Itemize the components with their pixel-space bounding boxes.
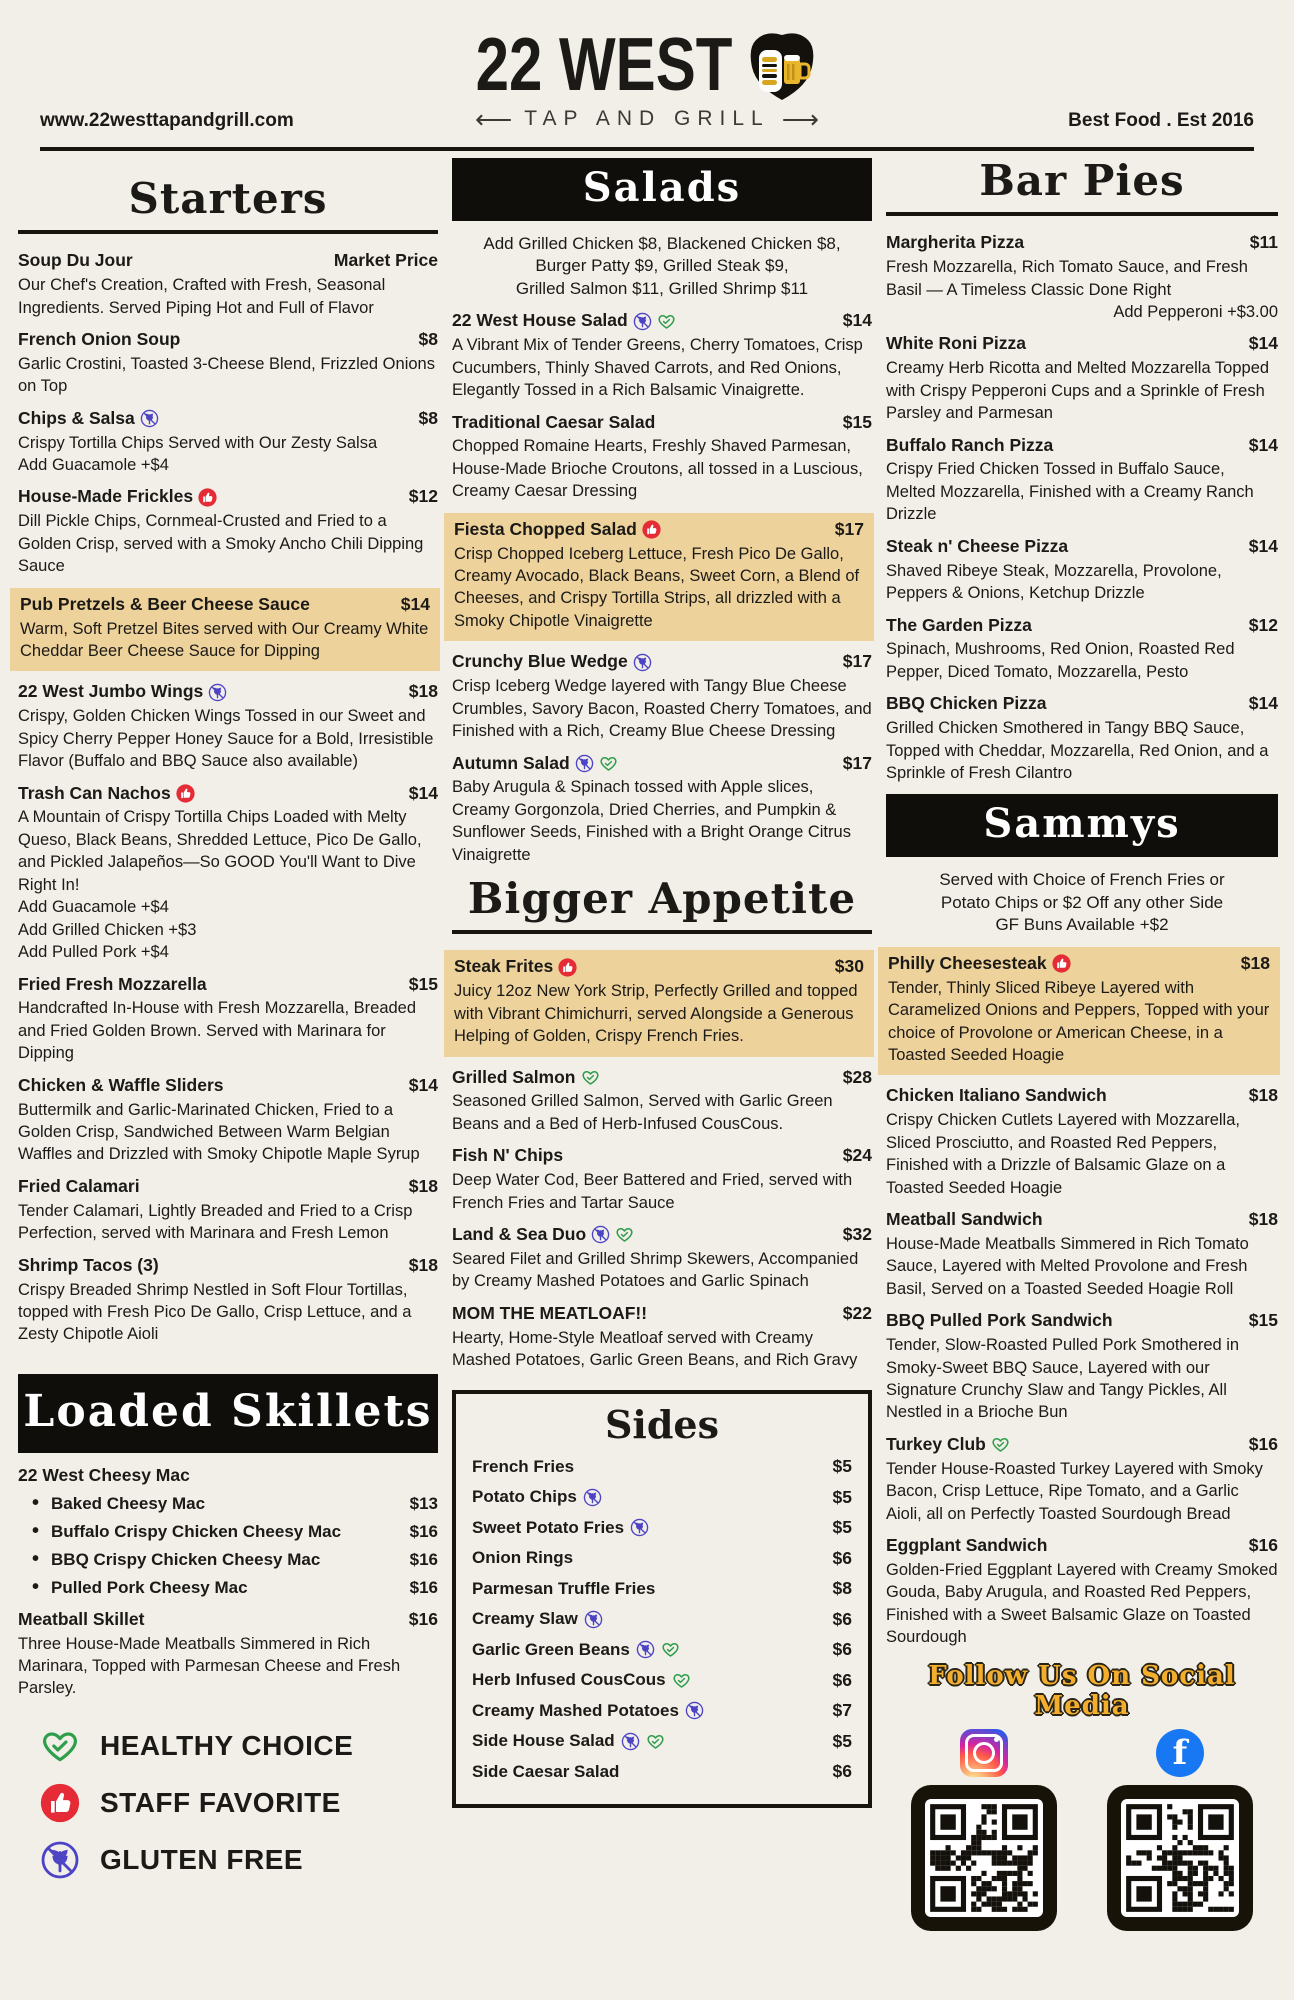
side-row [472, 1517, 852, 1538]
side-name: Onion Rings [472, 1548, 574, 1567]
qr-code [1121, 1799, 1239, 1917]
item-name: Land & Sea Duo [452, 1224, 634, 1246]
column-middle [452, 158, 872, 1814]
tagline: Best Food . Est 2016 [1068, 110, 1254, 131]
item-variants [32, 1492, 438, 1599]
menu-item [452, 1067, 872, 1136]
social-media-section [886, 1661, 1278, 1931]
item-description: Crispy, Golden Chicken Wings Tossed in our Sweet and Spicy Cherry Pepper Honey Sauce for a Bold, Irresistible Flavor (Buffalo and BBQ Sauce also available) [18, 707, 434, 771]
menu-item [10, 588, 440, 672]
item-name: Crunchy Blue Wedge [452, 651, 652, 673]
item-description: Tender House-Roasted Turkey Layered with Smoky Bacon, Crisp Lettuce, Ripe Tomato, and a Garlic Aioli, all on Perfectly Toasted Sourdough Bread [886, 1459, 1263, 1523]
item-description: Tender, Slow-Roasted Pulled Pork Smothered in Smoky-Sweet BBQ Sauce, Layered with our Signature Crunchy Slaw and Tangy Pickles, All Nestled in a Brioche Bun [886, 1336, 1240, 1422]
item-price: $30 [834, 956, 864, 977]
legend-row [40, 1783, 438, 1823]
item-price: $32 [842, 1224, 872, 1244]
item-description: Tender Calamari, Lightly Breaded and Fried to a Crisp Perfection, served with Marinara and Fresh Lemon [18, 1201, 413, 1243]
side-row [472, 1731, 852, 1752]
section-underline [452, 930, 872, 934]
item-description: Three House-Made Meatballs Simmered in Rich Marinara, Topped with Parmesan Cheese and Fresh Parsley. [18, 1634, 401, 1698]
healthy-choice-icon [672, 1671, 691, 1690]
item-description: Seasoned Grilled Salmon, Served with Garlic Green Beans and a Bed of Herb-Infused CousCous. [452, 1092, 833, 1133]
staff-favorite-icon [176, 784, 195, 803]
menu-item [18, 329, 438, 398]
instagram-block [911, 1729, 1057, 1931]
side-name: Side House Salad [472, 1731, 615, 1750]
item-price: $16 [1248, 1535, 1278, 1555]
item-name: BBQ Chicken Pizza [886, 693, 1047, 714]
side-row [472, 1639, 852, 1660]
item-price: $17 [842, 752, 872, 773]
side-row [472, 1548, 852, 1569]
item-name: Steak Frites [454, 956, 577, 978]
item-name: 22 West Cheesy Mac [18, 1464, 190, 1485]
gluten-free-icon [591, 1225, 610, 1244]
gluten-free-icon [140, 409, 159, 428]
healthy-choice-icon [646, 1732, 665, 1751]
item-name: BBQ Pulled Pork Sandwich [886, 1310, 1113, 1331]
section-bigger_appetite [452, 876, 872, 1371]
variant-label: • Baked Cheesy Mac [51, 1493, 206, 1513]
staff-favorite-icon [642, 520, 661, 539]
gluten-free-icon [621, 1732, 640, 1751]
section-bar_pies [886, 158, 1278, 784]
item-description: Deep Water Cod, Beer Battered and Fried, served with French Fries and Tartar Sauce [452, 1171, 853, 1212]
item-description: Garlic Crostini, Toasted 3-Cheese Blend, Frizzled Onions on Top [18, 354, 435, 396]
item-name: Pub Pretzels & Beer Cheese Sauce [20, 593, 310, 614]
item-price: $22 [842, 1302, 872, 1323]
item-price: $12 [1248, 614, 1278, 635]
gluten-free-icon [584, 1610, 603, 1629]
item-price: $12 [408, 486, 438, 507]
facebook-qr [1107, 1785, 1253, 1931]
facebook-block [1107, 1729, 1253, 1931]
item-description: Chopped Romaine Hearts, Freshly Shaved Parmesan, House-Made Brioche Croutons, all tossed in a Luscious, Creamy Caesar Dressing [452, 437, 863, 501]
item-name: Eggplant Sandwich [886, 1535, 1048, 1555]
item-description: Dill Pickle Chips, Cornmeal-Crusted and Fried to a Golden Crisp, served with a Smoky Ancho Chili Dipping Sauce [18, 512, 424, 576]
instagram-qr [911, 1785, 1057, 1931]
staff-favorite-icon [40, 1783, 80, 1823]
staff-favorite-icon [1052, 954, 1071, 973]
shield-beer-burger-icon [746, 24, 818, 104]
variant-label: • BBQ Crispy Chicken Cheesy Mac [51, 1549, 321, 1569]
item-name: Philly Cheesesteak [888, 953, 1071, 975]
menu-item [452, 1224, 872, 1293]
item-name: White Roni Pizza [886, 333, 1026, 354]
item-name: Steak n' Cheese Pizza [886, 535, 1069, 556]
item-description: Crispy Tortilla Chips Served with Our Zesty Salsa [18, 433, 378, 452]
healthy-choice-icon [615, 1225, 634, 1244]
item-price: $11 [1249, 232, 1278, 253]
menu-item [886, 615, 1278, 684]
variant-label: • Buffalo Crispy Chicken Cheesy Mac [51, 1521, 342, 1541]
item-price: $14 [408, 1074, 438, 1095]
item-description: Spinach, Mushrooms, Red Onion, Roasted Red Pepper, Diced Tomato, Mozzarella, Pesto [886, 640, 1235, 681]
item-description: Hearty, Home-Style Meatloaf served with Creamy Mashed Potatoes, Garlic Green Beans, and Rich Gravy [452, 1328, 858, 1370]
menu-item [18, 1609, 438, 1700]
side-price: $7 [832, 1700, 852, 1720]
side-name: Potato Chips [472, 1487, 577, 1506]
menu-item [886, 232, 1278, 323]
item-description: Crispy Fried Chicken Tossed in Buffalo Sauce, Melted Mozzarella, Finished with a Creamy Ranch Drizzle [886, 460, 1254, 524]
item-price: $14 [408, 782, 438, 803]
item-description: Buttermilk and Garlic-Marinated Chicken, Fried to a Golden Crisp, Sandwiched Between Warm Belgian Waffles and Drizzled with Smoky Chipotle Maple Syrup [18, 1100, 420, 1164]
legend [40, 1726, 438, 1880]
item-name: Margherita Pizza [886, 232, 1025, 253]
gluten-free-icon [685, 1701, 704, 1720]
item-price: $15 [408, 973, 438, 994]
qr-code [925, 1799, 1043, 1917]
item-addon: Add Guacamole +$4 [18, 456, 169, 474]
side-name: Creamy Slaw [472, 1609, 578, 1628]
item-price: $8 [418, 407, 438, 428]
item-name: 22 West House Salad [452, 310, 676, 332]
item-name: Meatball Skillet [18, 1608, 145, 1629]
item-price: $17 [842, 651, 872, 672]
menu-item [886, 1209, 1278, 1300]
item-description: A Mountain of Crispy Tortilla Chips Loaded with Melty Queso, Black Beans, Shredded Lettuce, Pico De Gallo, and Pickled Jalapeños—So GOOD You'll Want to Dive Right In! [18, 808, 422, 894]
item-price: $8 [418, 328, 438, 349]
side-price: $5 [832, 1730, 852, 1751]
legend-label: HEALTHY CHOICE [100, 1729, 354, 1761]
side-row [472, 1670, 852, 1691]
healthy-choice-icon [40, 1726, 80, 1766]
item-addon: Add Pulled Pork +$4 [18, 943, 169, 962]
section-starters [18, 176, 438, 1346]
item-description: Shaved Ribeye Steak, Mozzarella, Provolone, Peppers & Onions, Ketchup Drizzle [886, 561, 1222, 603]
item-price: $14 [1248, 535, 1278, 556]
menu-item [18, 1465, 438, 1599]
item-name: MOM THE MEATLOAF!! [452, 1302, 648, 1323]
item-description: Creamy Herb Ricotta and Melted Mozzarella Topped with Crispy Pepperoni Cups and a Sprinkle of Fresh Parsley and Parmesan [886, 359, 1270, 423]
menu-item [886, 693, 1278, 784]
item-name: Traditional Caesar Salad [452, 411, 656, 432]
healthy-choice-icon [581, 1068, 600, 1087]
side-price: $6 [832, 1608, 852, 1629]
side-price: $8 [832, 1578, 852, 1598]
item-price: $28 [842, 1066, 872, 1087]
item-description: Seared Filet and Grilled Shrimp Skewers, Accompanied by Creamy Mashed Potatoes and Garlic Spinach [452, 1249, 859, 1291]
menu-item [878, 947, 1280, 1076]
side-name: Herb Infused CousCous [472, 1670, 666, 1689]
item-price: $15 [1248, 1310, 1278, 1331]
restaurant-logo [475, 24, 819, 132]
menu-item [452, 753, 872, 867]
item-price: $24 [842, 1145, 872, 1166]
menu-item [444, 950, 874, 1056]
item-price: $18 [1240, 952, 1270, 973]
menu-item [886, 1535, 1278, 1649]
variant-row [32, 1548, 438, 1571]
side-name: French Fries [472, 1456, 575, 1476]
social-title: Follow Us On Social Media [928, 1660, 1236, 1721]
gluten-free-icon [630, 1518, 649, 1537]
item-name: Fried Fresh Mozzarella [18, 973, 207, 994]
gluten-free-icon [633, 312, 652, 331]
item-price: $16 [408, 1608, 438, 1629]
menu-item [18, 250, 438, 319]
side-row [472, 1487, 852, 1508]
item-description: Crisp Chopped Iceberg Lettuce, Fresh Pico De Gallo, Creamy Avocado, Black Beans, Sweet Corn, a Blend of Cheeses, and Crispy Tortilla Strips, all drizzled with a Smoky Chipotle Vinaigrette [454, 544, 860, 630]
menu-item [452, 412, 872, 503]
right-arrow-icon: ⟶ [781, 104, 820, 134]
item-description: Warm, Soft Pretzel Bites served with Our Creamy White Cheddar Beer Cheese Sauce for Dipping [20, 619, 429, 660]
menu-item [18, 486, 438, 577]
side-price: $6 [832, 1547, 852, 1568]
staff-favorite-icon [558, 958, 577, 977]
section-note: Served with Choice of French Fries or Potato Chips or $2 Off any other Side GF Buns Available +$2 [939, 870, 1225, 935]
item-name: Grilled Salmon [452, 1067, 600, 1089]
item-price: $14 [1248, 434, 1278, 455]
item-price: $14 [400, 593, 430, 614]
website-url: www.22westtapandgrill.com [40, 110, 294, 131]
section-title: Sammys [886, 794, 1278, 857]
menu-item [18, 783, 438, 964]
menu-item [886, 333, 1278, 424]
section-sides [452, 1390, 872, 1808]
side-name: Creamy Mashed Potatoes [472, 1700, 679, 1720]
section-loaded_skillets [18, 1374, 438, 1700]
menu-item [886, 1085, 1278, 1199]
gluten-free-icon [208, 683, 227, 702]
item-name: Chicken & Waffle Sliders [18, 1074, 224, 1095]
section-underline [18, 230, 438, 234]
section-title: Bar Pies [979, 156, 1185, 205]
legend-label: GLUTEN FREE [100, 1843, 304, 1875]
side-row [472, 1456, 852, 1477]
item-description: Juicy 12oz New York Strip, Perfectly Grilled and topped with Vibrant Chimichurri, served Alongside a Generous Helping of Golden, Crispy French Fries. [454, 982, 858, 1046]
section-title: Loaded Skillets [18, 1374, 438, 1453]
item-name: Fiesta Chopped Salad [454, 519, 661, 541]
gluten-free-icon [575, 754, 594, 773]
healthy-choice-icon [657, 312, 676, 331]
item-price: $14 [1248, 693, 1278, 714]
variant-price: $16 [409, 1549, 438, 1569]
instagram-icon [960, 1729, 1008, 1777]
variant-price: $16 [409, 1521, 438, 1541]
gluten-free-icon [583, 1488, 602, 1507]
item-description: Baby Arugula & Spinach tossed with Apple slices, Creamy Gorgonzola, Dried Cherries, and Pumpkin & Sunflower Seeds, Finished with a Bright Orange Citrus Vinaigrette [452, 778, 851, 864]
section-title: Sides [604, 1401, 720, 1447]
side-row [472, 1609, 852, 1630]
variant-row [32, 1492, 438, 1515]
item-name: Fried Calamari [18, 1175, 140, 1196]
section-note: Add Grilled Chicken $8, Blackened Chicken $8, Burger Patty $9, Grilled Steak $9, Grilled Salmon $11, Grilled Shrimp $11 [483, 234, 841, 298]
variant-row [32, 1576, 438, 1599]
item-name: Meatball Sandwich [886, 1209, 1043, 1229]
item-description: Our Chef's Creation, Crafted with Fresh, Seasonal Ingredients. Served Piping Hot and Full of Flavor [18, 276, 386, 317]
column-left [18, 158, 438, 1880]
side-name: Side Caesar Salad [472, 1761, 620, 1781]
item-description: Fresh Mozzarella, Rich Tomato Sauce, and Fresh Basil — A Timeless Classic Done Right [886, 258, 1248, 299]
item-description: Grilled Chicken Smothered in Tangy BBQ Sauce, Topped with Cheddar, Mozzarella, Red Onion, and a Sprinkle of Fresh Cilantro [886, 719, 1269, 782]
item-name: Soup Du Jour [18, 250, 133, 271]
item-price: $18 [1248, 1085, 1278, 1106]
item-description: A Vibrant Mix of Tender Greens, Cherry Tomatoes, Crisp Cucumbers, Thinly Shaved Carrots, and Red Onions, Elegantly Tossed in a Rich Balsamic Vinaigrette. [452, 336, 863, 400]
menu-item [18, 974, 438, 1065]
left-arrow-icon: ⟵ [474, 104, 513, 134]
side-price: $5 [832, 1456, 852, 1476]
side-price: $5 [832, 1517, 852, 1537]
item-name: Shrimp Tacos (3) [18, 1254, 159, 1275]
item-name: Fish N' Chips [452, 1145, 564, 1166]
menu-item [452, 651, 872, 742]
item-addon: Add Guacamole +$4 [18, 898, 169, 917]
side-name: Sweet Potato Fries [472, 1517, 625, 1537]
section-sammys [886, 794, 1278, 1648]
menu-item [452, 310, 872, 401]
section-underline [886, 212, 1278, 216]
item-description: Handcrafted In-House with Fresh Mozzarella, Breaded and Fried Golden Brown. Served with Marinara for Dipping [18, 999, 417, 1063]
item-price: Market Price [333, 250, 438, 271]
variant-price: $16 [409, 1577, 438, 1597]
menu-item [18, 1176, 438, 1245]
menu-item [18, 681, 438, 772]
logo-subtitle: TAP AND GRILL [524, 107, 770, 130]
item-name: Turkey Club [886, 1434, 1010, 1456]
item-price: $15 [842, 411, 872, 432]
item-name: The Garden Pizza [886, 614, 1032, 635]
side-price: $6 [832, 1761, 852, 1781]
menu-item [18, 1075, 438, 1166]
item-description: House-Made Meatballs Simmered in Rich Tomato Sauce, Layered with Melted Provolone and Fresh Basil, Served on a Toasted Seeded Hoagie Roll [886, 1234, 1249, 1298]
variant-row [32, 1520, 438, 1543]
side-row [472, 1700, 852, 1721]
item-description: Golden-Fried Eggplant Layered with Creamy Smoked Gouda, Baby Arugula, and Roasted Red Peppers, Finished with a Sweet Balsamic Glaze on Toasted Sourdough [886, 1560, 1278, 1647]
variant-price: $13 [409, 1493, 438, 1513]
menu-item [452, 1303, 872, 1372]
item-description: Tender, Thinly Sliced Ribeye Layered with Caramelized Onions and Peppers, Topped with your choice of Provolone or American Cheese, in a Toasted Seeded Hoagie [888, 978, 1270, 1064]
header-divider [40, 147, 1254, 151]
item-addon: Add Pepperoni +$3.00 [1113, 302, 1278, 321]
menu-item [886, 536, 1278, 605]
item-price: $18 [408, 681, 438, 702]
staff-favorite-icon [198, 488, 217, 507]
column-right [886, 158, 1278, 1931]
side-name: Parmesan Truffle Fries [472, 1578, 656, 1598]
side-price: $5 [832, 1486, 852, 1507]
item-price: $18 [408, 1254, 438, 1275]
section-title: Starters [128, 174, 328, 223]
item-price: $16 [1248, 1433, 1278, 1454]
legend-label: STAFF FAVORITE [100, 1786, 341, 1818]
item-price: $17 [834, 518, 864, 539]
menu-item [452, 1145, 872, 1214]
item-description: Crispy Breaded Shrimp Nestled in Soft Flour Tortillas, topped with Fresh Pico De Gallo, Crisp Lettuce, and a Zesty Chipotle Aioli [18, 1280, 412, 1344]
menu-item [444, 513, 874, 642]
section-salads [452, 158, 872, 866]
sides-box [452, 1390, 872, 1808]
side-price: $6 [832, 1669, 852, 1690]
menu-item [886, 1434, 1278, 1525]
item-name: Buffalo Ranch Pizza [886, 434, 1054, 455]
item-price: $18 [1248, 1209, 1278, 1229]
item-name: Chips & Salsa [18, 408, 159, 430]
logo-subtitle-row [475, 106, 819, 132]
side-row [472, 1761, 852, 1782]
healthy-choice-icon [991, 1435, 1010, 1454]
item-addon: Add Grilled Chicken +$3 [18, 920, 197, 939]
item-description: Crisp Iceberg Wedge layered with Tangy Blue Cheese Crumbles, Savory Bacon, Roasted Cherry Tomatoes, and Finished with a Rich, Creamy Blue Cheese Dressing [452, 677, 872, 741]
item-name: French Onion Soup [18, 328, 181, 349]
section-title: Salads [452, 158, 872, 221]
facebook-icon: f [1156, 1729, 1204, 1777]
logo-title: 22 WEST [475, 22, 733, 106]
item-name: Autumn Salad [452, 753, 618, 775]
item-price: $18 [408, 1175, 438, 1196]
legend-row [40, 1726, 438, 1766]
gluten-free-icon [636, 1640, 655, 1659]
menu-item [18, 1255, 438, 1346]
healthy-choice-icon [661, 1640, 680, 1659]
variant-label: • Pulled Pork Cheesy Mac [51, 1577, 248, 1597]
gluten-free-icon [40, 1840, 80, 1880]
section-title: Bigger Appetite [467, 874, 857, 924]
menu-item [886, 1310, 1278, 1424]
item-price: $14 [1248, 333, 1278, 354]
side-row [472, 1578, 852, 1599]
side-name: Garlic Green Beans [472, 1639, 630, 1659]
item-name: 22 West Jumbo Wings [18, 681, 227, 703]
item-name: Chicken Italiano Sandwich [886, 1085, 1107, 1106]
item-price: $14 [842, 310, 872, 331]
legend-row [40, 1840, 438, 1880]
gluten-free-icon [633, 653, 652, 672]
item-name: Trash Can Nachos [18, 783, 195, 805]
menu-item [886, 435, 1278, 526]
healthy-choice-icon [599, 754, 618, 773]
item-name: House-Made Frickles [18, 486, 217, 508]
side-price: $6 [832, 1639, 852, 1659]
menu-item [18, 408, 438, 477]
item-description: Crispy Chicken Cutlets Layered with Mozzarella, Sliced Prosciutto, and Roasted Red Peppers, Finished with a Drizzle of Balsamic Glaze on a Toasted Seeded Hoagie [886, 1111, 1240, 1197]
